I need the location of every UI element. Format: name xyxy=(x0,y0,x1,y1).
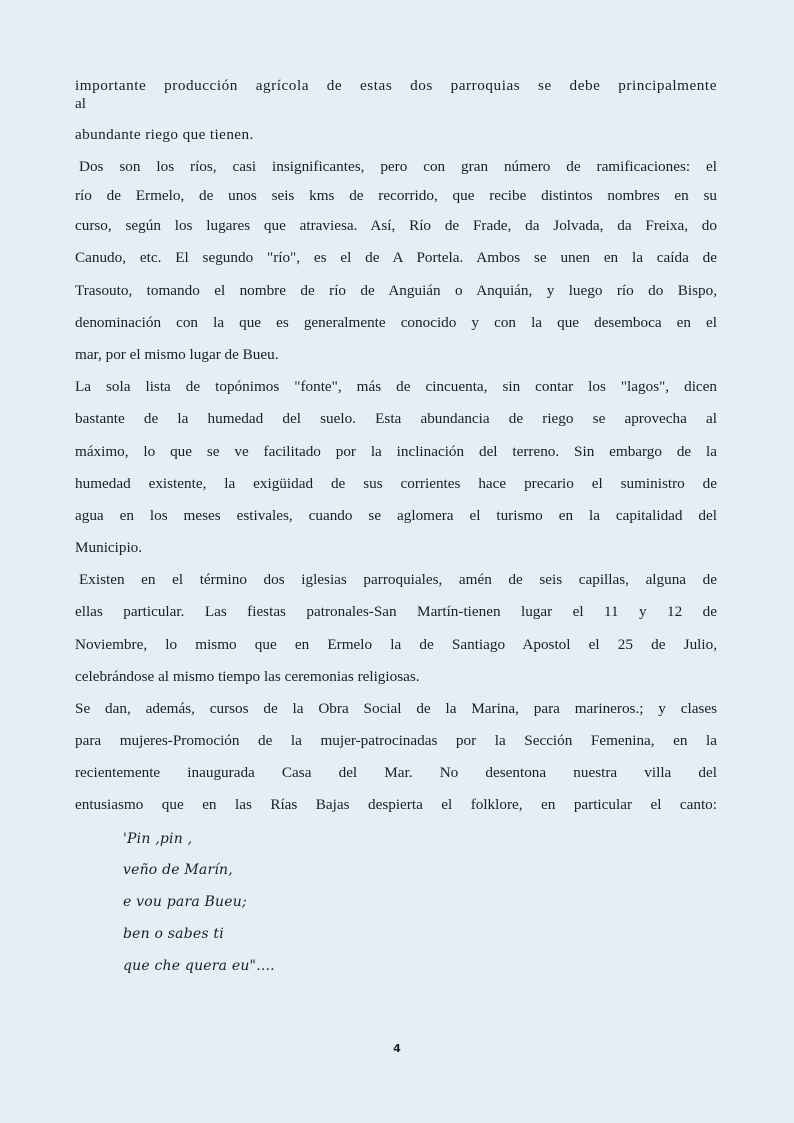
text-line: recientemente inaugurada Casa del Mar. No desentona nuestra villa del xyxy=(75,764,717,781)
verse-line: e vou para Bueu; xyxy=(123,894,247,910)
verse-line: veño de Marín, xyxy=(123,862,233,878)
verse-line: 'Pin ,pin , xyxy=(123,831,193,847)
text-line: Dos son los ríos, casi insignificantes, pero con gran número de ramificaciones: el xyxy=(79,158,717,175)
text-line: Noviembre, lo mismo que en Ermelo la de Santiago Apostol el 25 de Julio, xyxy=(75,636,717,653)
text-line: agua en los meses estivales, cuando se aglomera el turismo en la capitalidad del xyxy=(75,507,717,524)
text-line: Municipio. xyxy=(75,539,143,556)
text-line: mar, por el mismo lugar de Bueu. xyxy=(75,346,279,363)
text-line: abundante riego que tienen. xyxy=(75,126,254,143)
page-number: 4 xyxy=(393,1042,401,1055)
text-line: Se dan, además, cursos de la Obra Social de la Marina, para marineros.; y clases xyxy=(75,700,717,717)
text-line: curso, según los lugares que atraviesa. Así, Río de Frade, da Jolvada, da Freixa, do xyxy=(75,217,717,234)
text-line: al xyxy=(75,95,86,112)
text-line: para mujeres-Promoción de la mujer-patrocinadas por la Sección Femenina, en la xyxy=(75,732,717,749)
text-line: La sola lista de topónimos "fonte", más de cincuenta, sin contar los "lagos", dicen xyxy=(75,378,717,395)
text-line: Existen en el término dos iglesias parroquiales, amén de seis capillas, alguna de xyxy=(79,571,717,588)
text-line: entusiasmo que en las Rías Bajas despierta el folklore, en particular el canto: xyxy=(75,796,717,813)
text-line: importante producción agrícola de estas dos parroquias se debe principalmente xyxy=(75,77,717,94)
verse-line: que che quera eu".... xyxy=(123,958,275,974)
text-line: bastante de la humedad del suelo. Esta abundancia de riego se aprovecha al xyxy=(75,410,717,427)
text-line: ellas particular. Las fiestas patronales-San Martín-tienen lugar el 11 y 12 de xyxy=(75,603,717,620)
text-line: río de Ermelo, de unos seis kms de recorrido, que recibe distintos nombres en su xyxy=(75,187,717,204)
verse-line: ben o sabes ti xyxy=(123,926,224,942)
text-line: Canudo, etc. El segundo "río", es el de A Portela. Ambos se unen en la caída de xyxy=(75,249,717,266)
text-line: humedad existente, la exigüidad de sus corrientes hace precario el suministro de xyxy=(75,475,717,492)
text-line: máximo, lo que se ve facilitado por la inclinación del terreno. Sin embargo de la xyxy=(75,443,717,460)
text-line: denominación con la que es generalmente conocido y con la que desemboca en el xyxy=(75,314,717,331)
text-line: Trasouto, tomando el nombre de río de Anguián o Anquián, y luego río do Bispo, xyxy=(75,282,717,299)
text-line: celebrándose al mismo tiempo las ceremonias religiosas. xyxy=(75,668,420,685)
